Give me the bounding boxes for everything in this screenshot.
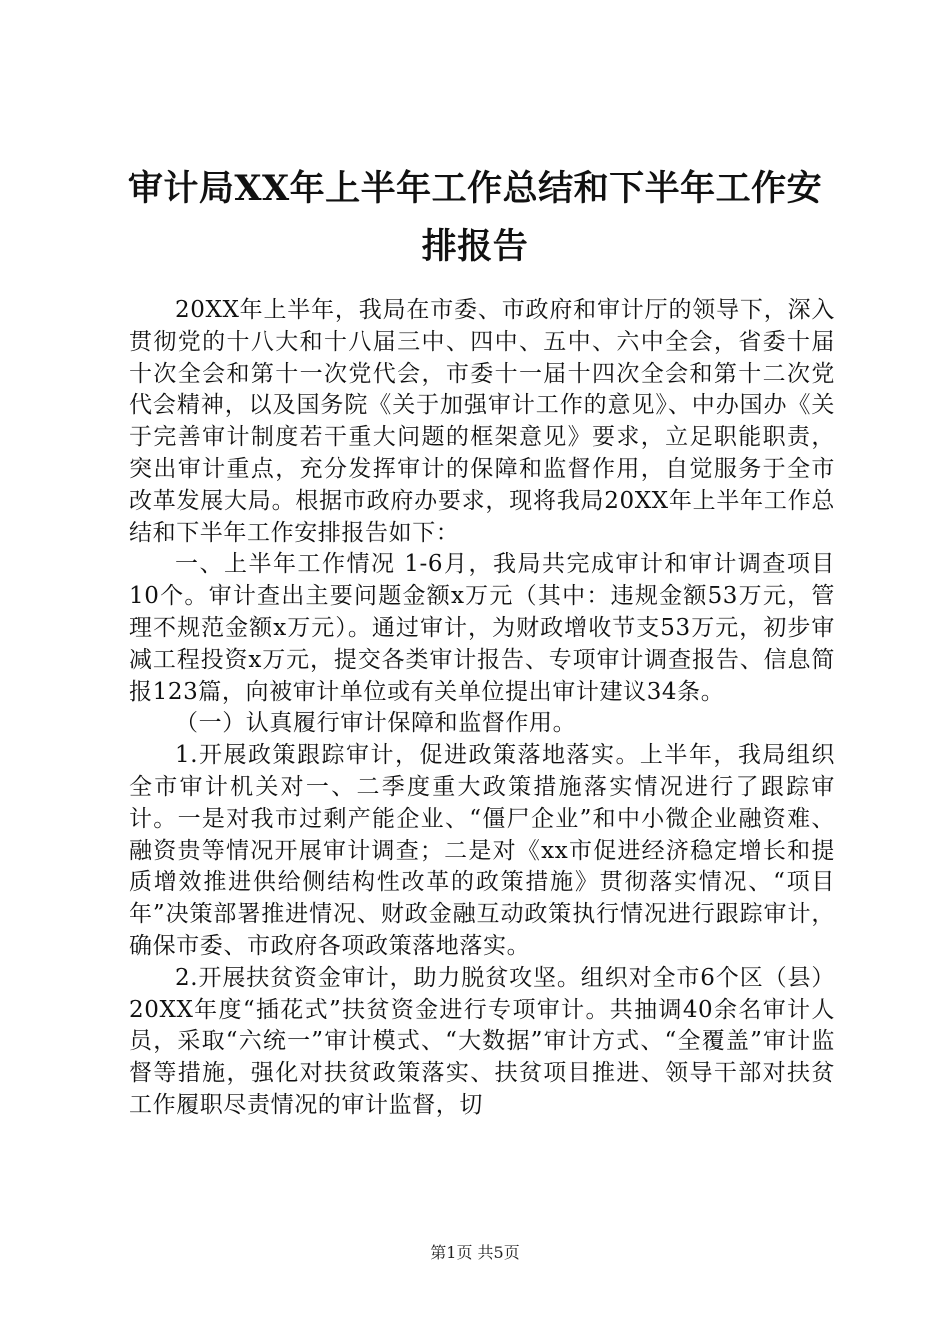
paragraph-subsection-1: （一）认真履行审计保障和监督作用。 [175,710,577,737]
paragraph-poverty-audit: 2.开展扶贫资金审计，助力脱贫攻坚。组织对全市6个区（县）20XX年度“插花式”扶贫资金进行专项审计。共抽调40余名审计人员，采取“六统一”审计模式、“大数据”审计方式、“全覆盖”审计监督等措施，强化对扶贫政策落实、扶贫项目推进、领导干部对扶贫工作履职尽责情况的审计监督，切 [129,964,835,1118]
paragraph-section-1: 一、上半年工作情况 1-6月，我局共完成审计和审计调查项目10个。审计查出主要问题金额x万元（其中：违规金额53万元，管理不规范金额x万元）。通过审计，为财政增收节支53万元，初步审减工程投资x万元，提交各类审计报告、专项审计调查报告、信息简报123篇，向被审计单位或有关单位提出审计建议34条。 [129,551,835,705]
page-number-footer: 第1页 共5页 [430,1243,520,1262]
document-title: 审计局XX年上半年工作总结和下半年工作安排报告 [127,168,823,267]
paragraph-policy-audit: 1.开展政策跟踪审计，促进政策落地落实。上半年，我局组织全市审计机关对一、二季度重大政策措施落实情况进行了跟踪审计。一是对我市过剩产能企业、“僵尸企业”和中小微企业融资难、融资贵等情况开展审计调查；二是对《xx市促进经济稳定增长和提质增效推进供给侧结构性改革的政策措施》贯彻落实情况、“项目年”决策部署推进情况、财政金融互动政策执行情况进行跟踪审计，确保市委、市政府各项政策落地落实。 [129,742,835,959]
paragraph-intro: 20XX年上半年，我局在市委、市政府和审计厅的领导下，深入贯彻党的十八大和十八届三中、四中、五中、六中全会，省委十届十次全会和第十一次党代会，市委十一届十四次全会和第十二次党代会精神，以及国务院《关于加强审计工作的意见》、中办国办《关于完善审计制度若干重大问题的框架意见》要求，立足职能职责，突出审计重点，充分发挥审计的保障和监督作用，自觉服务于全市改革发展大局。根据市政府办要求，现将我局20XX年上半年工作总结和下半年工作安排报告如下： [129,297,835,546]
document-body [129,295,835,1122]
